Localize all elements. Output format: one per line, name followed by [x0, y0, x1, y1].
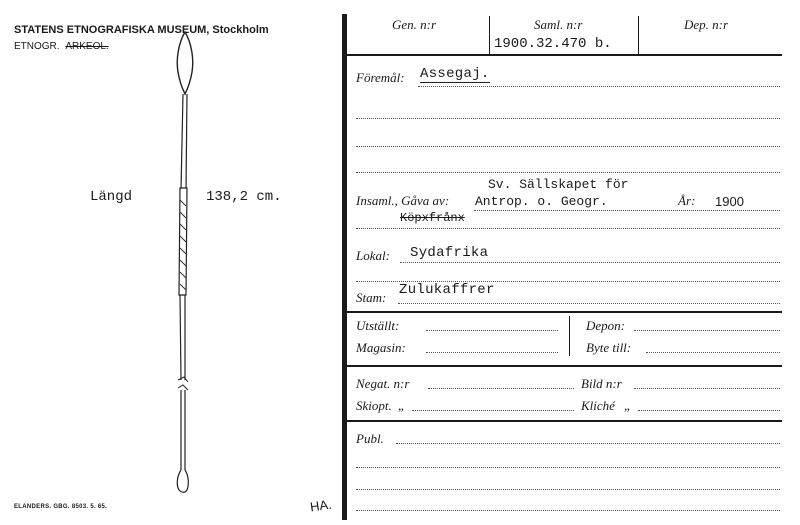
dept-arkeol: ARKEOL.: [65, 41, 109, 52]
insaml-line1: Sv. Sällskapet för: [488, 177, 629, 192]
saml-value: 1900.32.470 b.: [494, 36, 612, 52]
length-label: Längd: [90, 189, 133, 205]
bild-label: Bild n:r: [581, 376, 622, 391]
depon-label: Depon:: [586, 318, 625, 333]
saml-box-right: [638, 16, 639, 54]
stam-value: Zulukaffrer: [399, 282, 495, 298]
printer-imprint: ELANDERS. GBG. 8503. 5. 65.: [14, 504, 108, 510]
saml-box-left: [489, 16, 490, 54]
gen-label: Gen. n:r: [392, 17, 437, 32]
foremal-value: Assegaj.: [420, 66, 490, 82]
storage-divider: [569, 316, 570, 356]
kopfran-struck: Köpxfrånx: [400, 211, 465, 225]
ar-value: 1900: [715, 194, 744, 209]
header-rule: [347, 54, 782, 56]
dep-label: Dep. n:r: [684, 17, 729, 32]
negat-label: Negat. n:r: [356, 376, 410, 391]
saml-label: Saml. n:r: [534, 17, 583, 32]
cliche-value: „: [624, 398, 632, 413]
length-value: 138,2 cm.: [206, 189, 282, 205]
stam-label: Stam:: [356, 290, 387, 305]
skiopt-label: Skiopt.: [356, 398, 392, 413]
dept-etnogr: ETNOGR.: [14, 41, 60, 52]
section-rule-1: [347, 311, 782, 313]
insaml-label: Insaml., Gåva av:: [356, 193, 450, 208]
cliche-label: Kliché: [581, 398, 615, 413]
initials: HA.: [309, 496, 333, 515]
foremal-label: Föremål:: [356, 70, 405, 85]
spear-drawing: [160, 30, 210, 500]
museum-name: STATENS ETNOGRAFISKA MUSEUM,: [14, 24, 210, 36]
magasin-label: Magasin:: [356, 340, 406, 355]
ar-label: År:: [678, 193, 696, 208]
insaml-line2: Antrop. o. Geogr.: [475, 194, 608, 209]
card-left-border: [342, 14, 347, 520]
skiopt-value: „: [398, 398, 406, 413]
museum-city: Stockholm: [212, 24, 269, 36]
department-line: [14, 41, 109, 52]
byte-label: Byte till:: [586, 340, 632, 355]
section-rule-2: [347, 365, 782, 367]
publ-label: Publ.: [356, 431, 384, 446]
lokal-label: Lokal:: [356, 248, 390, 263]
utstallt-label: Utställt:: [356, 318, 400, 333]
section-rule-3: [347, 420, 782, 422]
museum-header: [14, 24, 269, 36]
lokal-value: Sydafrika: [410, 245, 489, 261]
